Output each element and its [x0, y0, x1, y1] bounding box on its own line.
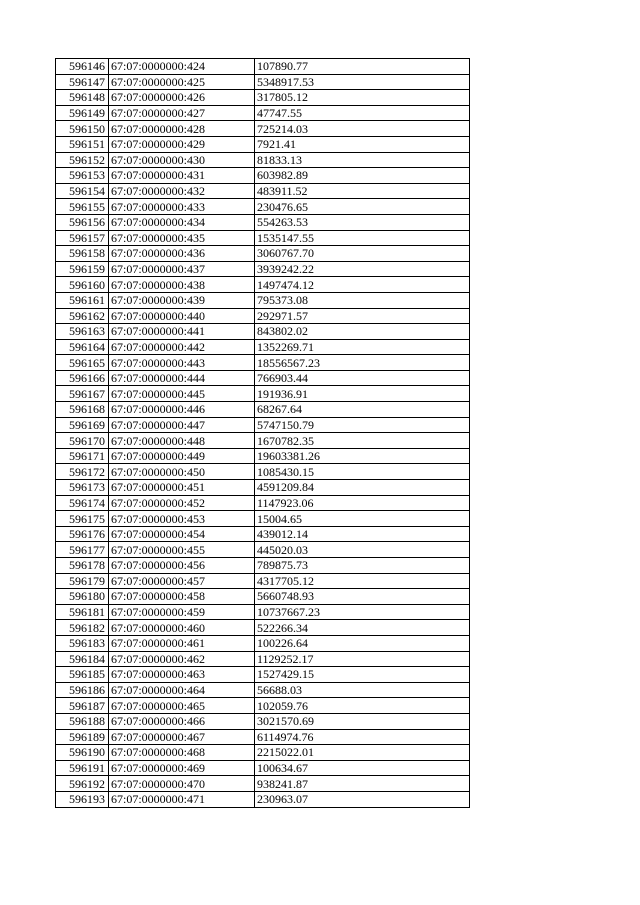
row-number-cell: 596190: [56, 745, 109, 761]
value-cell: 56688.03: [255, 682, 470, 698]
cadastral-number-cell: 67:07:0000000:430: [109, 152, 255, 168]
value-cell: 603982.89: [255, 168, 470, 184]
cadastral-number-cell: 67:07:0000000:445: [109, 386, 255, 402]
row-number-cell: 596180: [56, 589, 109, 605]
cadastral-number-cell: 67:07:0000000:435: [109, 230, 255, 246]
value-cell: 230476.65: [255, 199, 470, 215]
table-row: [56, 635, 470, 651]
row-number-cell: 596185: [56, 667, 109, 683]
cadastral-number-cell: 67:07:0000000:460: [109, 620, 255, 636]
table-row: [56, 339, 470, 355]
value-cell: 15004.65: [255, 511, 470, 527]
value-cell: 445020.03: [255, 542, 470, 558]
row-number-cell: 596184: [56, 651, 109, 667]
row-number-cell: 596154: [56, 183, 109, 199]
table-row: [56, 480, 470, 496]
value-cell: 3021570.69: [255, 713, 470, 729]
table-row: [56, 402, 470, 418]
cadastral-number-cell: 67:07:0000000:436: [109, 246, 255, 262]
row-number-cell: 596191: [56, 760, 109, 776]
cadastral-number-cell: 67:07:0000000:433: [109, 199, 255, 215]
value-cell: 5348917.53: [255, 74, 470, 90]
cadastral-number-cell: 67:07:0000000:457: [109, 573, 255, 589]
cadastral-number-cell: 67:07:0000000:468: [109, 745, 255, 761]
row-number-cell: 596176: [56, 526, 109, 542]
value-cell: 68267.64: [255, 402, 470, 418]
table-row: [56, 667, 470, 683]
table-row: [56, 168, 470, 184]
value-cell: 230963.07: [255, 791, 470, 807]
cadastral-number-cell: 67:07:0000000:469: [109, 760, 255, 776]
row-number-cell: 596150: [56, 121, 109, 137]
row-number-cell: 596177: [56, 542, 109, 558]
row-number-cell: 596183: [56, 635, 109, 651]
row-number-cell: 596151: [56, 136, 109, 152]
value-cell: 1129252.17: [255, 651, 470, 667]
value-cell: 5747150.79: [255, 417, 470, 433]
cadastral-number-cell: 67:07:0000000:467: [109, 729, 255, 745]
cadastral-number-cell: 67:07:0000000:452: [109, 495, 255, 511]
row-number-cell: 596188: [56, 713, 109, 729]
value-cell: 100226.64: [255, 635, 470, 651]
row-number-cell: 596189: [56, 729, 109, 745]
cadastral-number-cell: 67:07:0000000:437: [109, 261, 255, 277]
table-row: [56, 682, 470, 698]
table-row: [56, 495, 470, 511]
table-row: [56, 698, 470, 714]
cadastral-number-cell: 67:07:0000000:471: [109, 791, 255, 807]
table-row: [56, 713, 470, 729]
row-number-cell: 596153: [56, 168, 109, 184]
cadastral-number-cell: 67:07:0000000:438: [109, 277, 255, 293]
row-number-cell: 596169: [56, 417, 109, 433]
table-row: [56, 308, 470, 324]
row-number-cell: 596170: [56, 433, 109, 449]
value-cell: 483911.52: [255, 183, 470, 199]
table-row: [56, 776, 470, 792]
value-cell: 1527429.15: [255, 667, 470, 683]
table-row: [56, 152, 470, 168]
cadastral-number-cell: 67:07:0000000:431: [109, 168, 255, 184]
value-cell: 7921.41: [255, 136, 470, 152]
table-row: [56, 526, 470, 542]
table-row: [56, 573, 470, 589]
table-row: [56, 620, 470, 636]
value-cell: 3060767.70: [255, 246, 470, 262]
value-cell: 1085430.15: [255, 464, 470, 480]
cadastral-number-cell: 67:07:0000000:449: [109, 448, 255, 464]
table-row: [56, 277, 470, 293]
table-row: [56, 136, 470, 152]
table-row: [56, 121, 470, 137]
row-number-cell: 596172: [56, 464, 109, 480]
value-cell: 107890.77: [255, 59, 470, 75]
value-cell: 102059.76: [255, 698, 470, 714]
cadastral-number-cell: 67:07:0000000:461: [109, 635, 255, 651]
value-cell: 789875.73: [255, 558, 470, 574]
table-body: [56, 59, 470, 808]
table-row: [56, 417, 470, 433]
row-number-cell: 596161: [56, 292, 109, 308]
value-cell: 795373.08: [255, 292, 470, 308]
row-number-cell: 596187: [56, 698, 109, 714]
table-row: [56, 589, 470, 605]
table-row: [56, 760, 470, 776]
value-cell: 191936.91: [255, 386, 470, 402]
cadastral-number-cell: 67:07:0000000:440: [109, 308, 255, 324]
row-number-cell: 596168: [56, 402, 109, 418]
table-row: [56, 199, 470, 215]
row-number-cell: 596160: [56, 277, 109, 293]
cadastral-number-cell: 67:07:0000000:455: [109, 542, 255, 558]
cadastral-number-cell: 67:07:0000000:463: [109, 667, 255, 683]
value-cell: 1147923.06: [255, 495, 470, 511]
cadastral-number-cell: 67:07:0000000:456: [109, 558, 255, 574]
cadastral-number-cell: 67:07:0000000:462: [109, 651, 255, 667]
value-cell: 4591209.84: [255, 480, 470, 496]
cadastral-number-cell: 67:07:0000000:439: [109, 292, 255, 308]
table-row: [56, 511, 470, 527]
table-row: [56, 261, 470, 277]
value-cell: 292971.57: [255, 308, 470, 324]
table-row: [56, 464, 470, 480]
cadastral-number-cell: 67:07:0000000:447: [109, 417, 255, 433]
cadastral-number-cell: 67:07:0000000:450: [109, 464, 255, 480]
cadastral-number-cell: 67:07:0000000:432: [109, 183, 255, 199]
cadastral-number-cell: 67:07:0000000:424: [109, 59, 255, 75]
row-number-cell: 596175: [56, 511, 109, 527]
table-row: [56, 59, 470, 75]
table-row: [56, 558, 470, 574]
value-cell: 1535147.55: [255, 230, 470, 246]
cadastral-number-cell: 67:07:0000000:448: [109, 433, 255, 449]
value-cell: 5660748.93: [255, 589, 470, 605]
cadastral-number-cell: 67:07:0000000:443: [109, 355, 255, 371]
cadastral-number-cell: 67:07:0000000:442: [109, 339, 255, 355]
cadastral-number-cell: 67:07:0000000:453: [109, 511, 255, 527]
row-number-cell: 596171: [56, 448, 109, 464]
value-cell: 2215022.01: [255, 745, 470, 761]
value-cell: 725214.03: [255, 121, 470, 137]
value-cell: 522266.34: [255, 620, 470, 636]
table-row: [56, 433, 470, 449]
row-number-cell: 596174: [56, 495, 109, 511]
cadastral-number-cell: 67:07:0000000:429: [109, 136, 255, 152]
value-cell: 317805.12: [255, 90, 470, 106]
row-number-cell: 596182: [56, 620, 109, 636]
value-cell: 938241.87: [255, 776, 470, 792]
table-row: [56, 292, 470, 308]
row-number-cell: 596152: [56, 152, 109, 168]
table-row: [56, 90, 470, 106]
table-row: [56, 745, 470, 761]
value-cell: 6114974.76: [255, 729, 470, 745]
cadastral-number-cell: 67:07:0000000:451: [109, 480, 255, 496]
row-number-cell: 596166: [56, 370, 109, 386]
table-row: [56, 74, 470, 90]
table-row: [56, 355, 470, 371]
row-number-cell: 596158: [56, 246, 109, 262]
table-row: [56, 183, 470, 199]
table-row: [56, 214, 470, 230]
table-row: [56, 386, 470, 402]
row-number-cell: 596159: [56, 261, 109, 277]
cadastral-number-cell: 67:07:0000000:466: [109, 713, 255, 729]
value-cell: 766903.44: [255, 370, 470, 386]
value-cell: 3939242.22: [255, 261, 470, 277]
cadastral-number-cell: 67:07:0000000:426: [109, 90, 255, 106]
cadastral-number-cell: 67:07:0000000:459: [109, 604, 255, 620]
row-number-cell: 596181: [56, 604, 109, 620]
row-number-cell: 596186: [56, 682, 109, 698]
row-number-cell: 596192: [56, 776, 109, 792]
row-number-cell: 596179: [56, 573, 109, 589]
value-cell: 1352269.71: [255, 339, 470, 355]
row-number-cell: 596149: [56, 105, 109, 121]
row-number-cell: 596147: [56, 74, 109, 90]
row-number-cell: 596193: [56, 791, 109, 807]
row-number-cell: 596165: [56, 355, 109, 371]
value-cell: 439012.14: [255, 526, 470, 542]
row-number-cell: 596162: [56, 308, 109, 324]
cadastral-number-cell: 67:07:0000000:464: [109, 682, 255, 698]
row-number-cell: 596157: [56, 230, 109, 246]
row-number-cell: 596164: [56, 339, 109, 355]
table-row: [56, 651, 470, 667]
cadastral-number-cell: 67:07:0000000:441: [109, 324, 255, 340]
row-number-cell: 596167: [56, 386, 109, 402]
value-cell: 100634.67: [255, 760, 470, 776]
row-number-cell: 596155: [56, 199, 109, 215]
table-row: [56, 230, 470, 246]
row-number-cell: 596178: [56, 558, 109, 574]
cadastral-number-cell: 67:07:0000000:454: [109, 526, 255, 542]
row-number-cell: 596148: [56, 90, 109, 106]
row-number-cell: 596156: [56, 214, 109, 230]
value-cell: 47747.55: [255, 105, 470, 121]
cadastral-number-cell: 67:07:0000000:465: [109, 698, 255, 714]
table-row: [56, 729, 470, 745]
value-cell: 1670782.35: [255, 433, 470, 449]
table-row: [56, 791, 470, 807]
table-row: [56, 448, 470, 464]
table-row: [56, 246, 470, 262]
value-cell: 4317705.12: [255, 573, 470, 589]
table-row: [56, 105, 470, 121]
cadastral-number-cell: 67:07:0000000:427: [109, 105, 255, 121]
value-cell: 18556567.23: [255, 355, 470, 371]
row-number-cell: 596173: [56, 480, 109, 496]
table-row: [56, 542, 470, 558]
cadastral-number-cell: 67:07:0000000:444: [109, 370, 255, 386]
cadastral-number-cell: 67:07:0000000:458: [109, 589, 255, 605]
value-cell: 81833.13: [255, 152, 470, 168]
value-cell: 1497474.12: [255, 277, 470, 293]
value-cell: 10737667.23: [255, 604, 470, 620]
cadastral-number-cell: 67:07:0000000:434: [109, 214, 255, 230]
cadastral-number-cell: 67:07:0000000:470: [109, 776, 255, 792]
row-number-cell: 596163: [56, 324, 109, 340]
row-number-cell: 596146: [56, 59, 109, 75]
cadastral-number-cell: 67:07:0000000:425: [109, 74, 255, 90]
cadastral-value-table: [55, 58, 470, 808]
value-cell: 554263.53: [255, 214, 470, 230]
table-row: [56, 324, 470, 340]
value-cell: 843802.02: [255, 324, 470, 340]
table-row: [56, 370, 470, 386]
cadastral-number-cell: 67:07:0000000:446: [109, 402, 255, 418]
table-row: [56, 604, 470, 620]
value-cell: 19603381.26: [255, 448, 470, 464]
cadastral-number-cell: 67:07:0000000:428: [109, 121, 255, 137]
